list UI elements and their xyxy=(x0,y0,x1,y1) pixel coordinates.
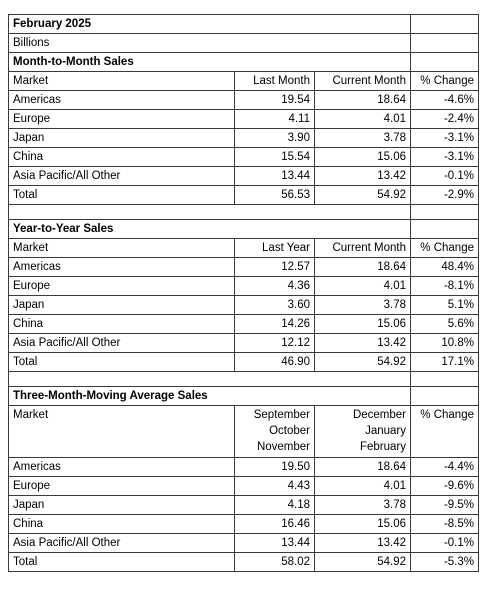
value-cell: 54.92 xyxy=(315,553,411,572)
header-row xyxy=(9,406,479,458)
table-row xyxy=(9,315,479,334)
section-title-row xyxy=(9,220,479,239)
column-header-line: February xyxy=(359,441,406,453)
table-row xyxy=(9,334,479,353)
value-cell: 15.06 xyxy=(315,515,411,534)
value-cell: -5.3% xyxy=(411,553,479,572)
value-cell: -9.6% xyxy=(411,477,479,496)
value-cell: 15.06 xyxy=(315,315,411,334)
value-cell: 13.44 xyxy=(235,534,315,553)
value-cell: 12.12 xyxy=(235,334,315,353)
column-header xyxy=(235,406,315,458)
value-cell: -8.1% xyxy=(411,277,479,296)
value-cell: 13.44 xyxy=(235,167,315,186)
value-cell: 13.42 xyxy=(315,334,411,353)
value-cell: -4.4% xyxy=(411,458,479,477)
column-header: Market xyxy=(9,72,235,91)
value-cell: 56.53 xyxy=(235,186,315,205)
header-row xyxy=(9,239,479,258)
total-row xyxy=(9,353,479,372)
column-header xyxy=(315,406,411,458)
value-cell: 12.57 xyxy=(235,258,315,277)
value-cell: 4.36 xyxy=(235,277,315,296)
value-cell: 13.42 xyxy=(315,534,411,553)
market-cell: Europe xyxy=(9,110,235,129)
market-cell: Total xyxy=(9,353,235,372)
unit-label: Billions xyxy=(9,34,411,53)
table-row xyxy=(9,258,479,277)
market-cell: Americas xyxy=(9,91,235,110)
table-row xyxy=(9,110,479,129)
value-cell: -2.4% xyxy=(411,110,479,129)
column-header-line: November xyxy=(256,441,310,453)
column-header-line: December xyxy=(352,409,406,421)
report-title: February 2025 xyxy=(9,15,411,34)
value-cell: 14.26 xyxy=(235,315,315,334)
column-header-line: January xyxy=(365,425,406,437)
spacer-cell xyxy=(9,205,411,220)
value-cell: 19.54 xyxy=(235,91,315,110)
value-cell: -3.1% xyxy=(411,129,479,148)
table-row xyxy=(9,129,479,148)
value-cell: 15.54 xyxy=(235,148,315,167)
spacer-cell xyxy=(9,372,411,387)
value-cell: -0.1% xyxy=(411,534,479,553)
spacer-row xyxy=(9,205,479,220)
value-cell: 46.90 xyxy=(235,353,315,372)
section-title-row xyxy=(9,53,479,72)
value-cell: 54.92 xyxy=(315,353,411,372)
column-header: % Change xyxy=(411,406,479,458)
value-cell: 17.1% xyxy=(411,353,479,372)
value-cell: 19.50 xyxy=(235,458,315,477)
table-row xyxy=(9,477,479,496)
table-row xyxy=(9,458,479,477)
section-title: Three-Month-Moving Average Sales xyxy=(9,387,411,406)
value-cell: 4.01 xyxy=(315,277,411,296)
market-cell: China xyxy=(9,315,235,334)
value-cell: 18.64 xyxy=(315,258,411,277)
market-cell: Asia Pacific/All Other xyxy=(9,167,235,186)
value-cell: 4.43 xyxy=(235,477,315,496)
value-cell: 4.11 xyxy=(235,110,315,129)
column-header-line: October xyxy=(269,425,310,437)
market-cell: Americas xyxy=(9,458,235,477)
table-row xyxy=(9,167,479,186)
market-cell: Americas xyxy=(9,258,235,277)
value-cell: -9.5% xyxy=(411,496,479,515)
total-row xyxy=(9,186,479,205)
value-cell: 3.60 xyxy=(235,296,315,315)
table-row xyxy=(9,91,479,110)
column-header: Last Month xyxy=(235,72,315,91)
column-header: % Change xyxy=(411,239,479,258)
market-cell: Japan xyxy=(9,129,235,148)
value-cell: 4.01 xyxy=(315,477,411,496)
table-row xyxy=(9,148,479,167)
value-cell: -3.1% xyxy=(411,148,479,167)
market-cell: Asia Pacific/All Other xyxy=(9,534,235,553)
value-cell: 18.64 xyxy=(315,91,411,110)
empty-cell xyxy=(411,15,479,34)
value-cell: 3.78 xyxy=(315,496,411,515)
column-header: Current Month xyxy=(315,72,411,91)
empty-cell xyxy=(411,34,479,53)
value-cell: 48.4% xyxy=(411,258,479,277)
value-cell: 15.06 xyxy=(315,148,411,167)
value-cell: 4.18 xyxy=(235,496,315,515)
table-row xyxy=(9,515,479,534)
section-title-row xyxy=(9,387,479,406)
title-row xyxy=(9,15,479,34)
value-cell: -4.6% xyxy=(411,91,479,110)
section-title: Month-to-Month Sales xyxy=(9,53,411,72)
value-cell: -2.9% xyxy=(411,186,479,205)
value-cell: 54.92 xyxy=(315,186,411,205)
value-cell: -8.5% xyxy=(411,515,479,534)
value-cell: 3.78 xyxy=(315,296,411,315)
value-cell: 58.02 xyxy=(235,553,315,572)
market-cell: Total xyxy=(9,553,235,572)
value-cell: 4.01 xyxy=(315,110,411,129)
value-cell: 10.8% xyxy=(411,334,479,353)
column-header: Current Month xyxy=(315,239,411,258)
spacer-row xyxy=(9,372,479,387)
column-header: Last Year xyxy=(235,239,315,258)
value-cell: 5.6% xyxy=(411,315,479,334)
total-row xyxy=(9,553,479,572)
column-header: Market xyxy=(9,406,235,458)
table-row xyxy=(9,534,479,553)
table-row xyxy=(9,496,479,515)
value-cell: 5.1% xyxy=(411,296,479,315)
value-cell: 13.42 xyxy=(315,167,411,186)
table-row xyxy=(9,277,479,296)
unit-row xyxy=(9,34,479,53)
column-header-line: September xyxy=(253,409,310,421)
column-header: % Change xyxy=(411,72,479,91)
market-cell: China xyxy=(9,515,235,534)
table-row xyxy=(9,296,479,315)
empty-cell xyxy=(411,53,479,72)
value-cell: 18.64 xyxy=(315,458,411,477)
column-header: Market xyxy=(9,239,235,258)
value-cell: 16.46 xyxy=(235,515,315,534)
value-cell: 3.78 xyxy=(315,129,411,148)
market-cell: Japan xyxy=(9,496,235,515)
market-cell: Japan xyxy=(9,296,235,315)
market-cell: Europe xyxy=(9,477,235,496)
sales-table xyxy=(8,14,479,572)
empty-cell xyxy=(411,387,479,406)
sales-table-body xyxy=(9,15,479,572)
section-title: Year-to-Year Sales xyxy=(9,220,411,239)
market-cell: Asia Pacific/All Other xyxy=(9,334,235,353)
spacer-cell xyxy=(411,372,479,387)
market-cell: Europe xyxy=(9,277,235,296)
spacer-cell xyxy=(411,205,479,220)
value-cell: 3.90 xyxy=(235,129,315,148)
empty-cell xyxy=(411,220,479,239)
market-cell: Total xyxy=(9,186,235,205)
market-cell: China xyxy=(9,148,235,167)
value-cell: -0.1% xyxy=(411,167,479,186)
header-row xyxy=(9,72,479,91)
